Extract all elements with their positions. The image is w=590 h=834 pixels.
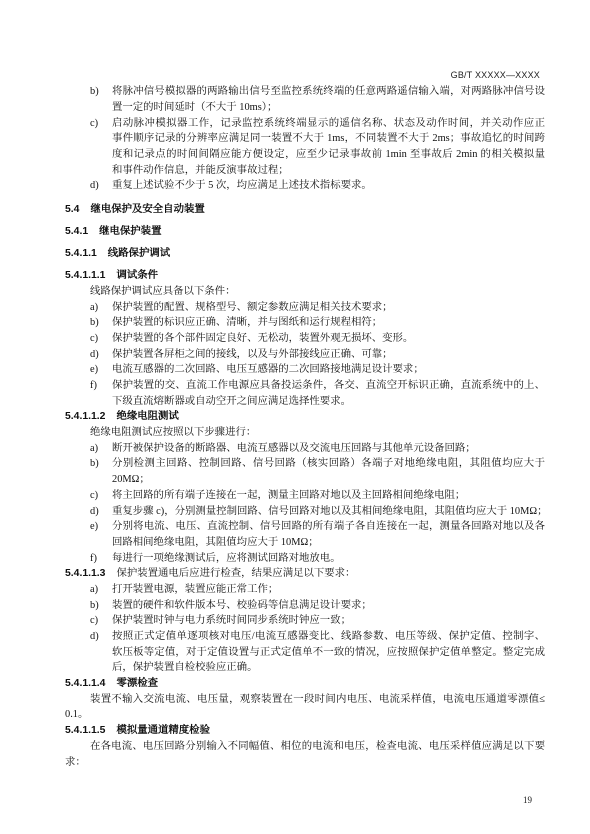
paragraph — [65, 425, 545, 441]
list-item-line: 度和记录点的时间间隔应能方便设定，应至少记录事故前 1min 至事故后 2min 的相关模拟量 — [112, 148, 545, 160]
numbered-paragraph — [65, 566, 545, 582]
paragraph — [65, 284, 545, 300]
list-item-label: d) — [90, 505, 99, 517]
list-item-line: 按照正式定值单逐项核对电压/电流互感器变比、线路参数、电压等级、保护定值、控制字、 — [112, 631, 545, 643]
list-item-line: 软压板等定值，对于定值设置与正式定值单不一致的情况，应按照保护定值单整定。整定完成 — [112, 646, 545, 658]
list-item — [65, 582, 545, 598]
paragraph-text: 保护装置通电后应进行检查，结果应满足以下要求： — [116, 568, 356, 580]
section-title: 调试条件 — [116, 270, 159, 282]
list-item-line: 保护装置的配置、规格型号、额定参数应满足相关技术要求； — [112, 301, 393, 313]
list-item — [65, 300, 545, 316]
list-item-line: 装置的硬件和软件版本号、校验码等信息满足设计要求； — [112, 599, 372, 611]
page-number: 19 — [523, 795, 532, 805]
list-item-label: d) — [90, 631, 99, 643]
list-item-label: e) — [90, 521, 99, 533]
list-item-line: 保护装置的交、直流工作电源应具备投运条件，各交、直流空开标识正确，直流系统中的上、 — [112, 380, 545, 392]
list-item — [65, 178, 545, 194]
list-item — [65, 613, 545, 629]
section-heading — [65, 409, 545, 425]
list-item-line: 置一定的时间延时（不大于 10ms）； — [112, 101, 278, 113]
list-item — [65, 488, 545, 504]
list-item-line: 每进行一项绝缘测试后，应将测试回路对地放电。 — [112, 552, 341, 564]
section-heading — [65, 268, 545, 284]
section-title: 模拟量通道精度检验 — [116, 725, 210, 737]
paragraph-line: 0.1。 — [65, 709, 89, 721]
list-item — [65, 456, 545, 487]
list-item — [65, 551, 545, 567]
list-item-label: a) — [90, 442, 99, 454]
section-title: 线路保护调试 — [107, 248, 171, 260]
section-heading — [65, 246, 545, 262]
list-item — [65, 378, 545, 409]
list-item-line: 分别检测主回路、控制回路、信号回路（核实回路）各端子对地绝缘电阻，其阻值均应大于 — [112, 458, 545, 470]
paragraph-line: 线路保护调试应具备以下条件： — [90, 285, 236, 297]
list-item — [65, 519, 545, 550]
list-item-label: c) — [90, 332, 99, 344]
list-item-label: b) — [90, 599, 99, 611]
list-item-line: 回路相间绝缘电阻，其阻值均应大于 10MΩ； — [112, 536, 319, 548]
list-item — [65, 116, 545, 179]
section-heading — [65, 676, 545, 692]
list-item-line: 保护装置的标识应正确、清晰，并与图纸和运行规程相符； — [112, 317, 383, 329]
list-item — [65, 347, 545, 363]
section-number: 5.4.1.1 — [65, 248, 97, 260]
list-item — [65, 362, 545, 378]
list-item — [65, 598, 545, 614]
section-heading — [65, 202, 545, 218]
document-body — [65, 84, 548, 770]
section-title: 零漂检查 — [116, 678, 159, 690]
list-item-line: 保护装置的各个部件固定良好、无松动，装置外观无损坏、变形。 — [112, 332, 414, 344]
list-item-label: c) — [90, 615, 99, 627]
section-number: 5.4 — [65, 204, 80, 216]
list-item-label: d) — [90, 180, 99, 192]
list-item-label: f) — [90, 380, 97, 392]
section-number: 5.4.1 — [65, 226, 89, 238]
section-number: 5.4.1.1.3 — [65, 568, 106, 580]
paragraph — [65, 739, 545, 770]
list-item-label: c) — [90, 489, 99, 501]
list-item-line: 保护装置时钟与电力系统时间同步系统时钟应一致； — [112, 615, 351, 627]
list-item-line: 将主回路的所有端子连接在一起，测量主回路对地以及主回路相间绝缘电阻； — [112, 489, 466, 501]
list-item — [65, 629, 545, 676]
paragraph-line: 装置不输入交流电流、电压量，观察装置在一段时间内电压、电流采样值，电流电压通道零漂值≤ — [90, 693, 545, 705]
list-item-line: 重复步骤 c)，分别测量控制回路、信号回路对地以及其相间绝缘电阻，其阻值均应大于 10MΩ； — [112, 505, 548, 517]
list-item-line: 下级直流熔断器或自动空开之间应满足选择性要求。 — [112, 395, 351, 407]
section-title: 绝缘电阻测试 — [116, 411, 179, 423]
list-item-line: 20MΩ； — [112, 474, 150, 486]
list-item-label: b) — [90, 458, 99, 470]
list-item-line: 重复上述试验不少于 5 次，均应满足上述技术指标要求。 — [112, 180, 372, 192]
section-number: 5.4.1.1.2 — [65, 411, 106, 423]
list-item — [65, 441, 545, 457]
list-item-label: b) — [90, 86, 99, 98]
paragraph-line: 在各电流、电压回路分别输入不同幅值、相位的电流和电压，检查电流、电压采样值应满足以下要 — [90, 740, 545, 752]
list-item-line: 将脉冲信号模拟器的两路输出信号至监控系统终端的任意两路遥信输入端，对两路脉冲信号设 — [112, 86, 545, 98]
list-item-line: 事件顺序记录的分辨率应满足同一装置不大于 1ms，不同装置不大于 2ms；事故追忆的时间跨 — [112, 133, 545, 145]
list-item-line: 断开被保护设备的断路器、电流互感器以及交流电压回路与其他单元设备回路； — [112, 442, 476, 454]
section-heading — [65, 723, 545, 739]
section-number: 5.4.1.1.5 — [65, 725, 106, 737]
section-number: 5.4.1.1.4 — [65, 678, 106, 690]
list-item-line: 分别将电流、电压、直流控制、信号回路的所有端子各自连接在一起，测量各回路对地以及各 — [112, 521, 545, 533]
list-item — [65, 504, 548, 520]
paragraph — [65, 692, 545, 723]
list-item-line: 后，保护装置自检校验应正确。 — [112, 662, 258, 674]
list-item-label: f) — [90, 552, 97, 564]
list-item-line: 打开装置电源，装置应能正常工作； — [112, 583, 279, 595]
list-item-line: 电流互感器的二次回路、电压互感器的二次回路接地满足设计要求； — [112, 364, 424, 376]
section-heading — [65, 224, 545, 240]
list-item-label: d) — [90, 348, 99, 360]
list-item — [65, 331, 545, 347]
list-item-label: b) — [90, 317, 99, 329]
paragraph-line: 绝缘电阻测试应按照以下步骤进行： — [90, 427, 257, 439]
list-item-line: 保护装置各屏柜之间的接线，以及与外部接线应正确、可靠； — [112, 348, 393, 360]
list-item — [65, 315, 545, 331]
list-item-label: e) — [90, 364, 99, 376]
list-item-line: 启动脉冲模拟器工作，记录监控系统终端显示的遥信名称、状态及动作时间，并关动作应正 — [112, 117, 545, 129]
list-item-line: 和事件动作信息，并能反演事故过程； — [112, 164, 289, 176]
paragraph-line: 求： — [65, 756, 86, 768]
section-number: 5.4.1.1.1 — [65, 270, 106, 282]
section-title: 继电保护及安全自动装置 — [90, 204, 205, 216]
list-item — [65, 84, 545, 115]
document-code-header: GB/T XXXXX—XXXX — [450, 70, 540, 80]
list-item-label: c) — [90, 117, 99, 129]
list-item-label: a) — [90, 301, 99, 313]
section-title: 继电保护装置 — [99, 226, 162, 238]
list-item-label: a) — [90, 583, 99, 595]
